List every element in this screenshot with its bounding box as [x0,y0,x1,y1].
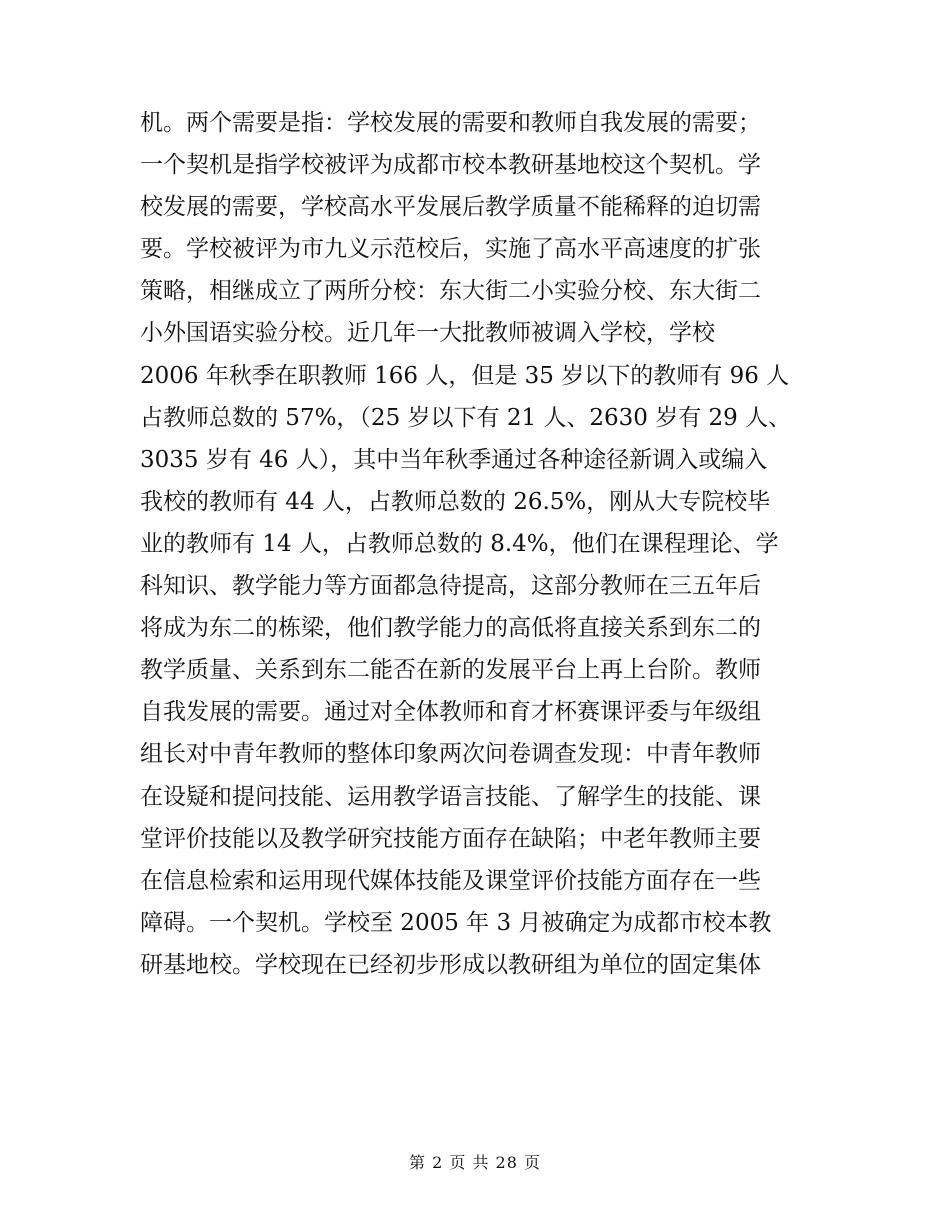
text-line: 占教师总数的 57%，（25 岁以下有 21 人、2630 岁有 29 人、 [140,404,792,431]
text-line: 机。两个需要是指：学校发展的需要和教师自我发展的需要； [140,110,761,136]
text-line: 策略，相继成立了两所分校：东大街二小实验分校、东大街二 [140,278,761,305]
text-line: 研基地校。学校现在已经初步形成以教研组为单位的固定集体 [140,951,761,978]
text-line: 组长对中青年教师的整体印象两次问卷调查发现：中青年教师 [140,741,761,768]
text-line: 教学质量、关系到东二能否在新的发展平台上再上台阶。教师 [140,657,761,684]
page-number-footer: 第 2 页 共 28 页 [409,1153,541,1172]
text-line: 3035 岁有 46 人），其中当年秋季通过各种途径新调入或编入 [140,446,768,473]
text-line: 2006 年秋季在职教师 166 人，但是 35 岁以下的教师有 96 人 [140,362,790,389]
text-line: 要。学校被评为市九义示范校后，实施了高水平高速度的扩张 [140,236,761,263]
text-line: 障碍。一个契机。学校至 2005 年 3 月被确定为成都市校本教 [140,909,772,936]
text-line: 在信息检索和运用现代媒体技能及课堂评价技能方面存在一些 [140,867,761,894]
text-line: 科知识、教学能力等方面都急待提高，这部分教师在三五年后 [140,573,761,600]
body-text [140,102,840,986]
text-line: 堂评价技能以及教学研究技能方面存在缺陷；中老年教师主要 [140,825,761,852]
text-line: 一个契机是指学校被评为成都市校本教研基地校这个契机。学 [140,152,761,179]
text-line: 自我发展的需要。通过对全体教师和育才杯赛课评委与年级组 [140,699,761,726]
text-line: 小外国语实验分校。近几年一大批教师被调入学校，学校 [140,320,715,347]
text-line: 在设疑和提问技能、运用教学语言技能、了解学生的技能、课 [140,783,761,810]
text-line: 将成为东二的栋梁，他们教学能力的高低将直接关系到东二的 [140,615,761,642]
text-line: 我校的教师有 44 人，占教师总数的 26.5%，刚从大专院校毕 [140,488,771,515]
text-line: 校发展的需要，学校高水平发展后教学质量不能稀释的迫切需 [140,194,761,221]
text-line: 业的教师有 14 人，占教师总数的 8.4%，他们在课程理论、学 [140,530,779,557]
